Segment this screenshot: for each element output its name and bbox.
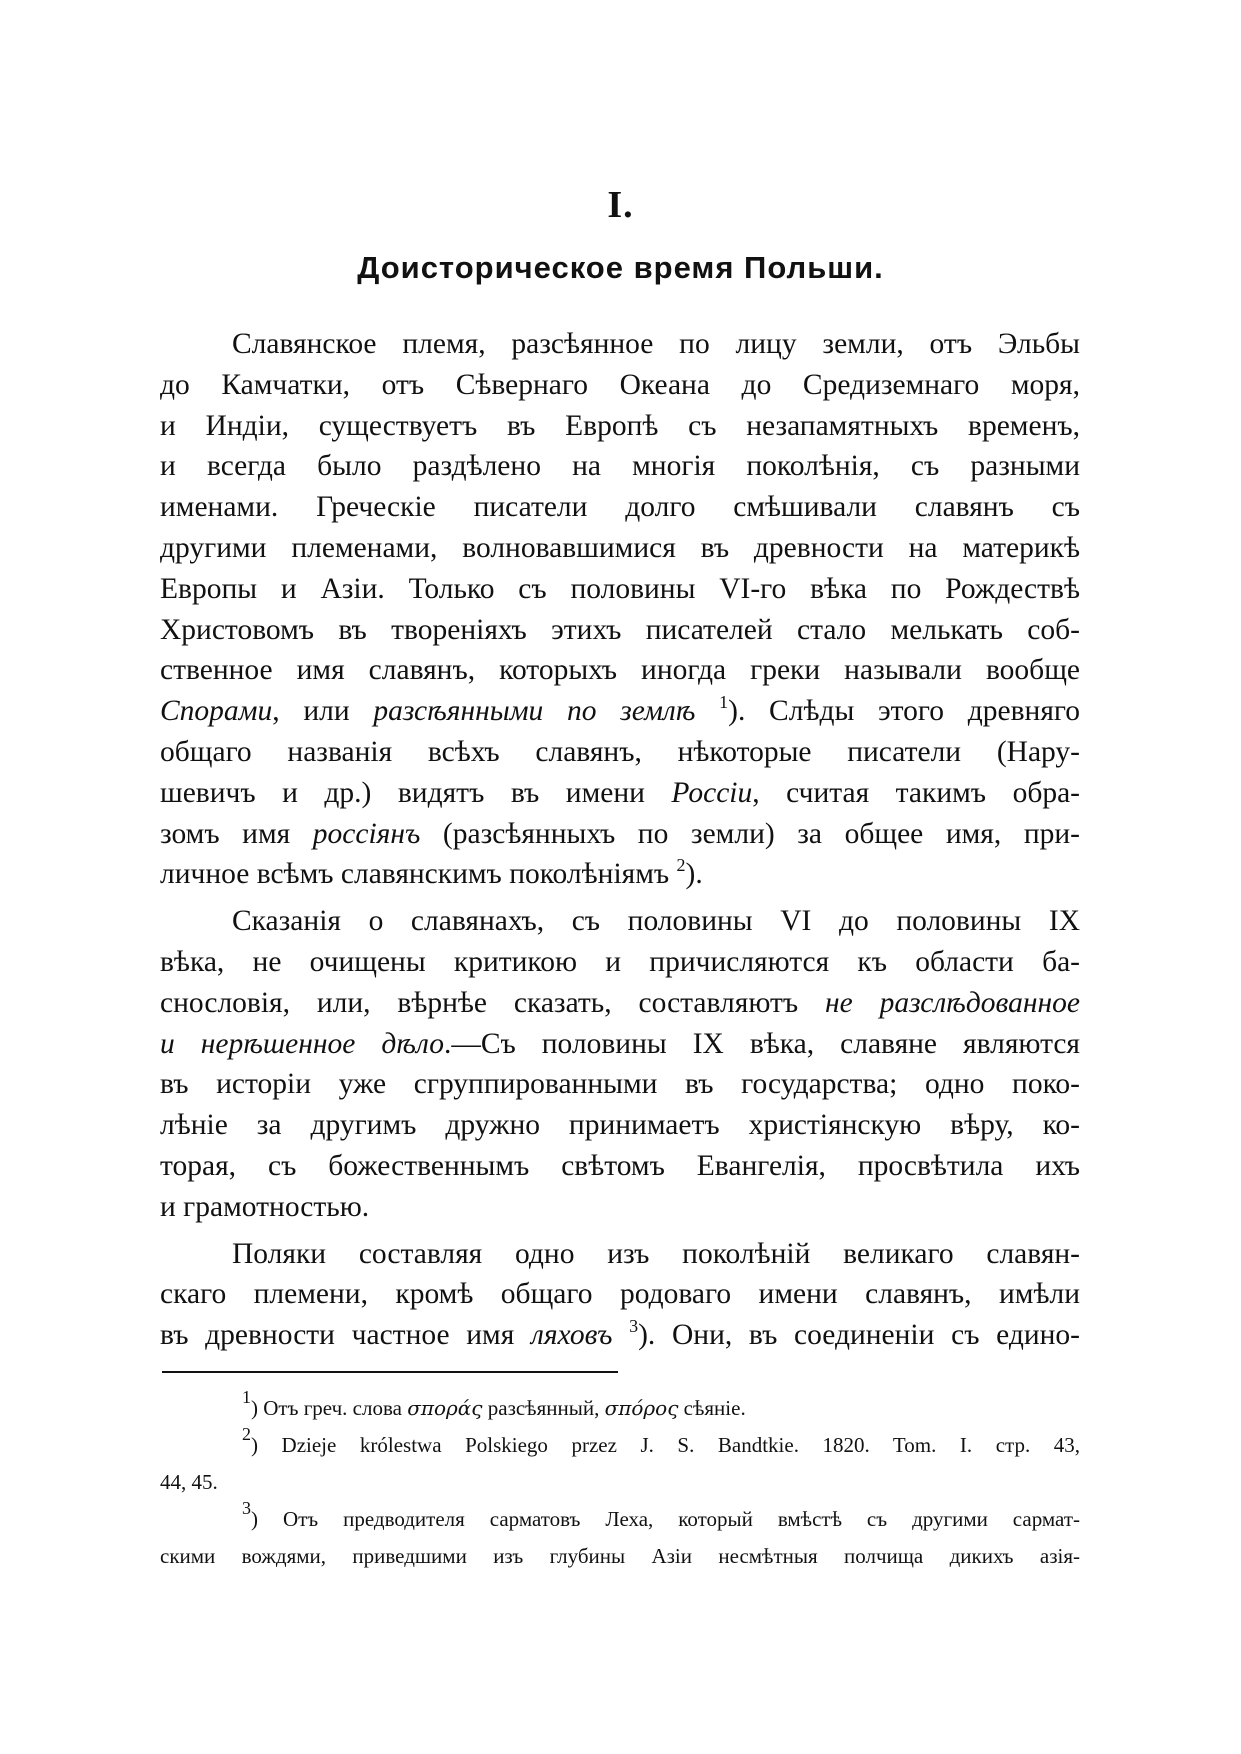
text-line	[160, 814, 1080, 855]
text-run: зомъ имя	[160, 817, 313, 850]
text-run: ).	[685, 858, 703, 891]
footnote-2	[160, 1424, 1080, 1464]
text-line: въ исторіи уже сгруппированными въ государства; одно поко-	[160, 1068, 1080, 1101]
text-run: сѣяніе.	[678, 1396, 746, 1420]
text-run: снословія, или, вѣрнѣе сказать, составляютъ	[160, 986, 826, 1019]
text-line: и всегда было раздѣлено на многія поколѣнія, съ разными	[160, 450, 1080, 483]
italic-term: Спорами	[160, 695, 273, 728]
footnote-divider	[162, 1371, 618, 1373]
text-run: шевичъ и др.) видятъ въ имени	[160, 776, 672, 809]
text-line	[160, 773, 1080, 814]
footnote-2-cont: 44, 45.	[160, 1470, 218, 1494]
text-line	[160, 691, 1080, 732]
footnote-1	[160, 1387, 1080, 1427]
footnote-marker: 1	[242, 1387, 251, 1407]
text-line: Поляки составляя одно изъ поколѣній великаго славян-	[232, 1237, 1080, 1270]
text-run: , считая такимъ обра-	[752, 776, 1080, 809]
paragraph-1	[160, 324, 1080, 895]
text-line: Славянское племя, разсѣянное по лицу земли, отъ Эльбы	[232, 328, 1080, 360]
italic-term: разсѣянными по землѣ	[373, 695, 696, 728]
text-run: ) Отъ греч. слова	[251, 1396, 408, 1420]
text-line: вѣка, не очищены критикою и причисляются къ области ба-	[160, 945, 1080, 978]
text-run: ) Dzieje królestwa Polskiego przez J. S. Bandtkie. 1820. Tom. I. стр. 43,	[251, 1433, 1080, 1457]
text-line: Христовомъ въ твореніяхъ этихъ писателей стало мелькать соб-	[160, 613, 1080, 646]
footnote-3-cont: скими вождями, приведшими изъ глубины Азіи несмѣтныя полчища дикихъ азія-	[160, 1544, 1080, 1568]
footnote-marker: 2	[242, 1424, 251, 1444]
text-run: .—Съ половины IX вѣка, славяне являются	[443, 1027, 1080, 1060]
body-text	[160, 324, 1080, 1356]
text-line: именами. Греческіе писатели долго смѣшивали славянъ съ	[160, 491, 1080, 524]
italic-term: не разслѣдованное	[825, 986, 1081, 1019]
italic-term: и нерѣшенное дѣло	[160, 1027, 444, 1060]
text-run: ). Слѣды этого древняго	[728, 695, 1081, 728]
chapter-number: I.	[607, 184, 634, 226]
greek-word: σπόρος	[604, 1396, 679, 1420]
text-line: Европы и Азіи. Только съ половины VI-го вѣка по Рождествѣ	[160, 572, 1080, 605]
footnote-ref[interactable]: 2	[676, 855, 686, 876]
text-run: , или	[272, 695, 374, 728]
text-line	[160, 983, 1080, 1024]
text-line: торая, съ божественнымъ свѣтомъ Евангелія, просвѣтила ихъ	[160, 1149, 1080, 1182]
text-line	[160, 1024, 1080, 1065]
footnotes	[160, 1387, 1080, 1575]
text-run: ) Отъ предводителя сарматовъ Леха, который вмѣстѣ съ другими сармат-	[251, 1507, 1080, 1531]
text-run: личное всѣмъ славянскимъ поколѣніямъ	[160, 858, 677, 891]
text-run: (разсѣянныхъ по земли) за общее имя, при-	[420, 817, 1080, 850]
text-line: и Индіи, существуетъ въ Европѣ съ незапамятныхъ временъ,	[160, 409, 1080, 442]
text-line: общаго названія всѣхъ славянъ, нѣкоторые писатели (Нару-	[160, 735, 1080, 768]
italic-term: россіянъ	[312, 817, 421, 850]
greek-word: σποράς	[407, 1396, 483, 1420]
text-line: ственное имя славянъ, которыхъ иногда греки называли вообще	[160, 654, 1080, 687]
footnote-ref[interactable]: 1	[719, 692, 729, 713]
text-run: ). Они, въ соединеніи съ едино-	[638, 1319, 1081, 1352]
paragraph-3	[160, 1234, 1080, 1356]
footnote-marker: 3	[242, 1498, 251, 1518]
text-line: до Камчатки, отъ Сѣвернаго Океана до Средиземнаго моря,	[160, 368, 1080, 401]
text-line: скаго племени, кромѣ общаго родоваго имени славянъ, имѣли	[160, 1278, 1080, 1311]
text-line: лѣніе за другимъ дружно принимаетъ христіянскую вѣру, ко-	[160, 1109, 1080, 1142]
italic-term: ляховъ	[530, 1319, 613, 1352]
text-run: въ древности частное имя	[160, 1319, 531, 1352]
paragraph-2	[160, 901, 1080, 1227]
text-line: другими племенами, волновавшимися въ древности на материкѣ	[160, 531, 1080, 564]
footnote-3	[160, 1498, 1080, 1538]
chapter-title: Доисторическое время Польши.	[357, 250, 884, 285]
text-line: Сказанія о славянахъ, съ половины VI до половины IX	[232, 905, 1080, 938]
footnote-ref[interactable]: 3	[629, 1316, 639, 1337]
text-line	[160, 854, 1080, 895]
text-line: и грамотностью.	[160, 1190, 370, 1223]
text-line	[160, 1315, 1080, 1356]
italic-term: Россіи	[671, 776, 753, 809]
text-run: разсѣянный,	[482, 1396, 605, 1420]
